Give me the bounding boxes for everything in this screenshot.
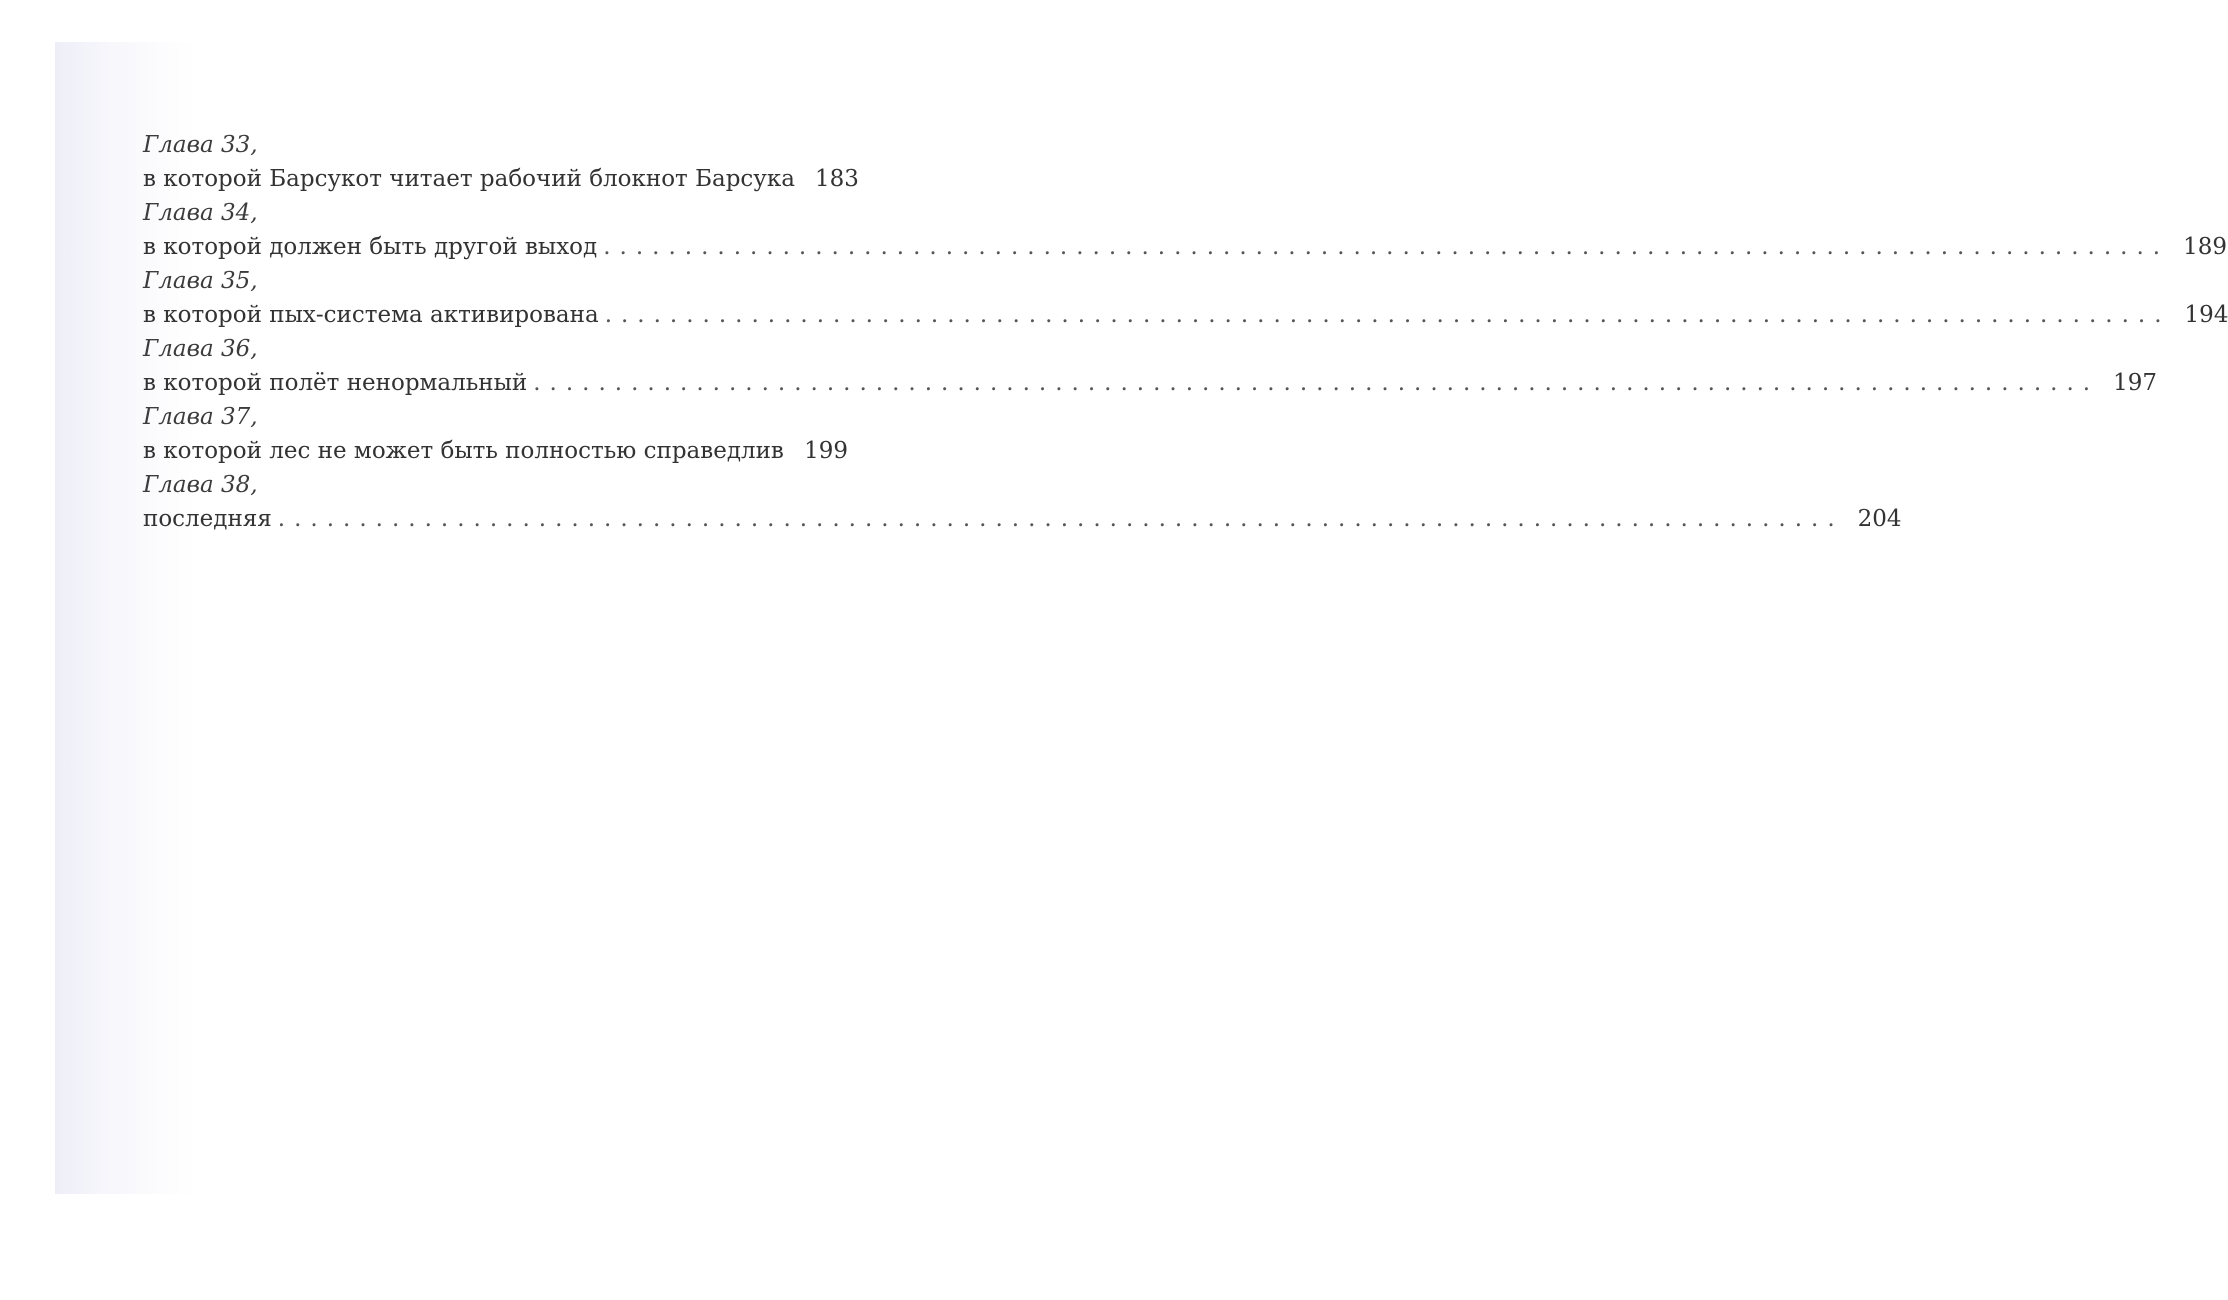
chapter-line	[143, 434, 848, 468]
table-of-contents	[143, 128, 2228, 536]
page-number: 189	[2183, 234, 2227, 260]
chapter-title: в которой пых-система активирована	[143, 302, 599, 328]
toc-entry-chapter-36	[143, 332, 2158, 400]
page-number: 183	[814, 166, 859, 192]
toc-entry-chapter-37	[143, 400, 848, 468]
chapter-title: в которой лес не может быть полностью справедлив	[143, 438, 784, 464]
chapter-line	[143, 502, 1902, 536]
chapter-title: в которой должен быть другой выход	[143, 234, 598, 260]
chapter-line	[143, 366, 2158, 400]
dot-leader: ................................................................................................	[603, 234, 2170, 260]
chapter-title: последняя	[143, 506, 272, 532]
chapter-title: в которой полёт ненормальный	[143, 370, 528, 396]
toc-entry-chapter-35	[143, 264, 2228, 332]
chapter-label: Глава 35,	[143, 268, 258, 294]
chapter-label: Глава 34,	[143, 200, 258, 226]
chapter-label: Глава 36,	[143, 336, 258, 362]
page-number: 197	[2113, 370, 2158, 396]
page-number: 204	[1857, 506, 1902, 532]
chapter-line	[143, 230, 2227, 264]
chapter-label: Глава 33,	[143, 132, 258, 158]
toc-entry-chapter-34	[143, 196, 2227, 264]
chapter-label: Глава 38,	[143, 472, 258, 498]
toc-entry-chapter-38	[143, 468, 1902, 536]
page-number: 194	[2184, 302, 2228, 328]
dot-leader: ................................................................................................	[604, 302, 2171, 328]
toc-entry-chapter-33	[143, 128, 859, 196]
chapter-line	[143, 298, 2228, 332]
chapter-label: Глава 37,	[143, 404, 258, 430]
chapter-title: в которой Барсукот читает рабочий блокнот Барсука	[143, 166, 795, 192]
dot-leader: ................................................................................................	[277, 506, 1844, 532]
page-number: 199	[804, 438, 848, 464]
chapter-line	[143, 162, 859, 196]
dot-leader: ................................................................................................	[533, 370, 2100, 396]
